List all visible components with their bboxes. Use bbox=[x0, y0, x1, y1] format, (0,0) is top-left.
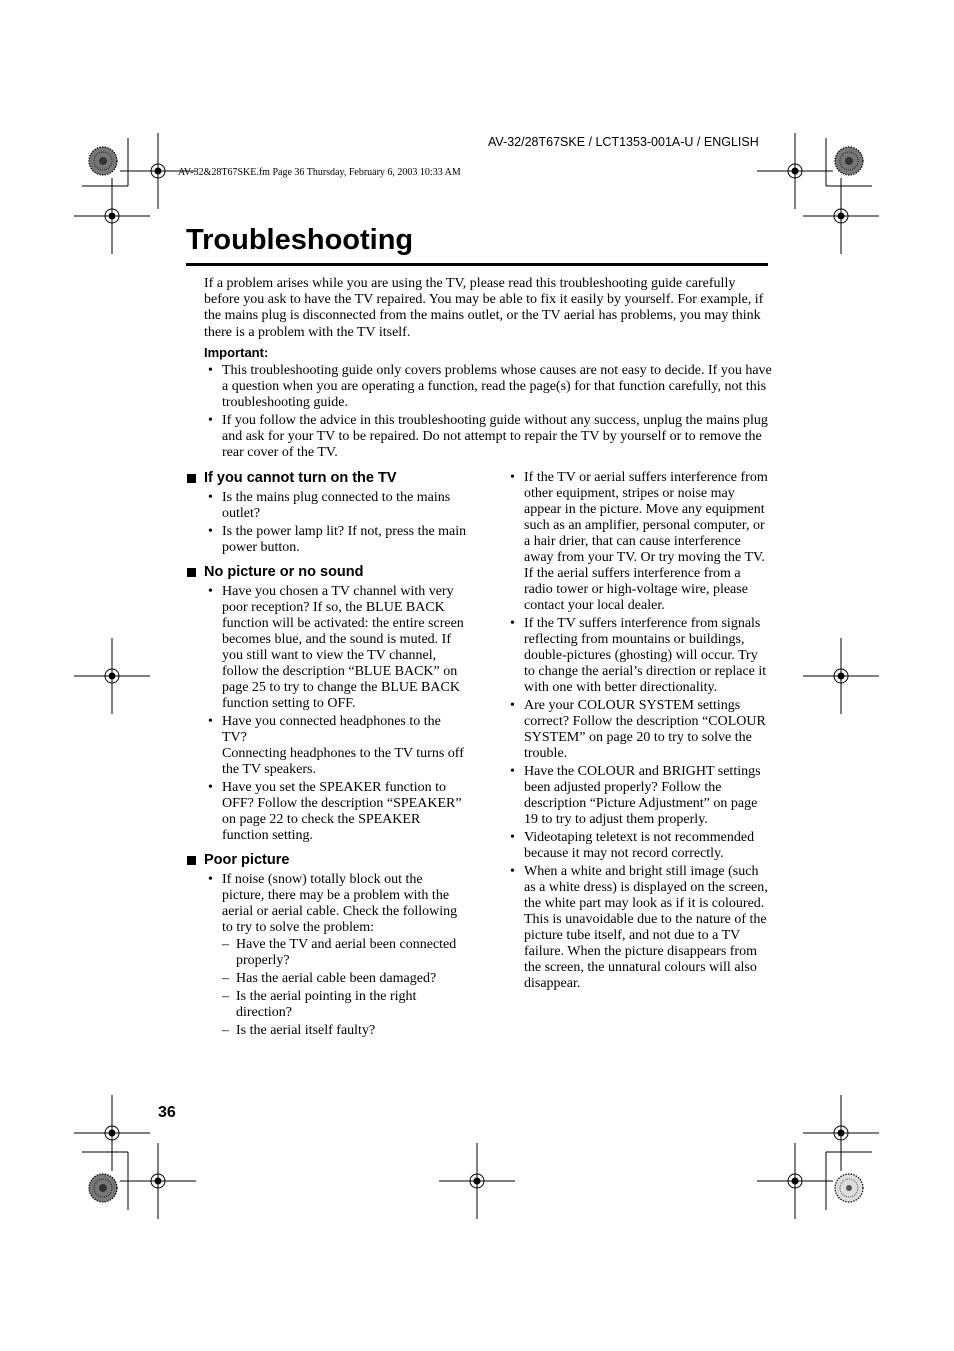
left-column bbox=[186, 470, 468, 1047]
crosshair-mark-icon bbox=[439, 1143, 515, 1219]
bullet-icon: • bbox=[208, 490, 213, 505]
list-item: • If the TV or aerial suffers interference from other equipment, stripes or noise may appear in the picture. Move any equipment such as an amplifier, personal computer, or a hair drier, that can cause interference away from your TV. Or try moving the TV. If the aerial suffers interference from a radio tower or high-voltage wire, please contact your local dealer. bbox=[510, 470, 768, 613]
crosshair-mark-icon bbox=[803, 1095, 879, 1171]
list-item: • Have you connected headphones to the TV? Connecting headphones to the TV turns off the TV speakers. bbox=[208, 714, 464, 777]
no-picture-list bbox=[186, 584, 468, 844]
square-bullet-icon bbox=[187, 856, 196, 865]
bullet-icon: • bbox=[510, 830, 515, 845]
list-item: – Have the TV and aerial been connected properly? bbox=[222, 937, 457, 968]
crosshair-mark-icon bbox=[803, 178, 879, 254]
square-bullet-icon bbox=[187, 474, 196, 483]
poor-picture-sublist bbox=[222, 937, 468, 1039]
list-item: – Is the aerial pointing in the right direction? bbox=[222, 989, 417, 1020]
bullet-icon: • bbox=[510, 470, 515, 485]
section-heading-no-picture: No picture or no sound bbox=[186, 564, 468, 581]
list-item: – Has the aerial cable been damaged? bbox=[222, 971, 437, 986]
dash-icon: – bbox=[222, 1023, 229, 1038]
bullet-icon: • bbox=[510, 616, 515, 631]
poor-picture-list bbox=[186, 872, 468, 1039]
list-item: • Have you set the SPEAKER function to OFF? Follow the description “SPEAKER” on page 22 to check the SPEAKER function setting. bbox=[208, 780, 462, 843]
dash-icon: – bbox=[222, 971, 229, 986]
list-item: • If you follow the advice in this troubleshooting guide without any success, unplug the mains plug and ask for your TV to be repaired. Do not attempt to repair the TV by yourself or to remove the rear cover of the TV. bbox=[208, 412, 768, 461]
list-item: • Videotaping teletext is not recommended because it may not record correctly. bbox=[510, 830, 755, 861]
page-title: Troubleshooting bbox=[186, 224, 414, 256]
bullet-icon: • bbox=[208, 714, 213, 729]
crosshair-mark-icon bbox=[803, 638, 879, 714]
section-heading-poor-picture: Poor picture bbox=[186, 852, 468, 869]
cannot-turn-on-list bbox=[186, 490, 468, 556]
list-item: • Have you chosen a TV channel with very poor reception? If so, the BLUE BACK function will be activated: the entire screen becomes blue, and the sound is muted. If you still want to view the TV channel, follow the description “BLUE BACK” on page 25 to try to change the BLUE BACK function setting to OFF. bbox=[208, 584, 464, 711]
bullet-icon: • bbox=[510, 764, 515, 779]
crosshair-mark-icon bbox=[120, 1143, 196, 1219]
poor-picture-continued-list bbox=[510, 470, 772, 992]
list-item: • If noise (snow) totally block out the picture, there may be a problem with the aerial or aerial cable. Check the following to try to solve the problem: – Have the TV and aerial been connected properly? – Has the aerial cable been damaged? – Is the aerial pointing in the right direction? – Is the aerial itself faulty? bbox=[208, 872, 468, 1039]
file-info-line: AV-32&28T67SKE.fm Page 36 Thursday, February 6, 2003 10:33 AM bbox=[178, 167, 461, 178]
bullet-icon: • bbox=[208, 584, 213, 599]
headphones-note: Connecting headphones to the TV turns off the TV speakers. bbox=[222, 746, 464, 777]
model-header: AV-32/28T67SKE / LCT1353-001A-U / ENGLISH bbox=[488, 135, 759, 149]
important-list bbox=[208, 363, 774, 462]
list-item: • This troubleshooting guide only covers problems whose causes are not easy to decide. If you have a question when you are operating a function, read the page(s) for that function carefully, not this troubleshooting guide. bbox=[208, 363, 772, 411]
bullet-icon: • bbox=[208, 363, 213, 378]
list-item: • Have the COLOUR and BRIGHT settings been adjusted properly? Follow the description “Picture Adjustment” on page 19 to try to adjust them properly. bbox=[510, 764, 761, 827]
list-item: • Is the power lamp lit? If not, press the main power button. bbox=[208, 524, 467, 555]
starburst-mark-icon bbox=[835, 147, 863, 175]
list-item: – Is the aerial itself faulty? bbox=[222, 1023, 376, 1038]
starburst-mark-icon bbox=[89, 147, 117, 175]
list-item: • Are your COLOUR SYSTEM settings correct? Follow the description “COLOUR SYSTEM” on page 20 to try to solve the trouble. bbox=[510, 698, 766, 761]
intro-paragraph: If a problem arises while you are using the TV, please read this troubleshooting guide carefully before you ask to have the TV repaired. You may be able to fix it easily by yourself. For example, if the mains plug is disconnected from the mains outlet, or the TV aerial has problems, you may think there is a problem with the TV itself. bbox=[204, 276, 764, 340]
dash-icon: – bbox=[222, 989, 229, 1004]
page-number: 36 bbox=[158, 1104, 176, 1121]
starburst-mark-icon bbox=[89, 1174, 117, 1202]
crosshair-mark-icon bbox=[74, 1095, 150, 1171]
crosshair-mark-icon bbox=[757, 1143, 833, 1219]
title-underline bbox=[186, 263, 768, 266]
crosshair-mark-icon bbox=[74, 178, 150, 254]
crosshair-mark-icon bbox=[74, 638, 150, 714]
important-label: Important: bbox=[204, 345, 269, 360]
bullet-icon: • bbox=[510, 864, 515, 879]
section-heading-cannot-turn-on: If you cannot turn on the TV bbox=[186, 470, 468, 487]
starburst-mark-icon bbox=[835, 1174, 863, 1202]
list-item: • Is the mains plug connected to the mains outlet? bbox=[208, 490, 451, 521]
dash-icon: – bbox=[222, 937, 229, 952]
bullet-icon: • bbox=[208, 872, 213, 887]
square-bullet-icon bbox=[187, 568, 196, 577]
right-column bbox=[510, 470, 772, 994]
bullet-icon: • bbox=[208, 524, 213, 539]
bullet-icon: • bbox=[208, 412, 213, 428]
bullet-icon: • bbox=[208, 780, 213, 795]
bullet-icon: • bbox=[510, 698, 515, 713]
list-item: • When a white and bright still image (such as a white dress) is displayed on the screen, the white part may look as if it is coloured. This is unavoidable due to the nature of the picture tube itself, and not due to a TV failure. When the picture disappears from the screen, the unnatural colours will also disappear. bbox=[510, 864, 768, 991]
list-item: • If the TV suffers interference from signals reflecting from mountains or buildings, double-pictures (ghosting) will occur. Try to change the aerial’s direction or replace it with one with better directionality. bbox=[510, 616, 767, 695]
crosshair-mark-icon bbox=[757, 133, 833, 209]
